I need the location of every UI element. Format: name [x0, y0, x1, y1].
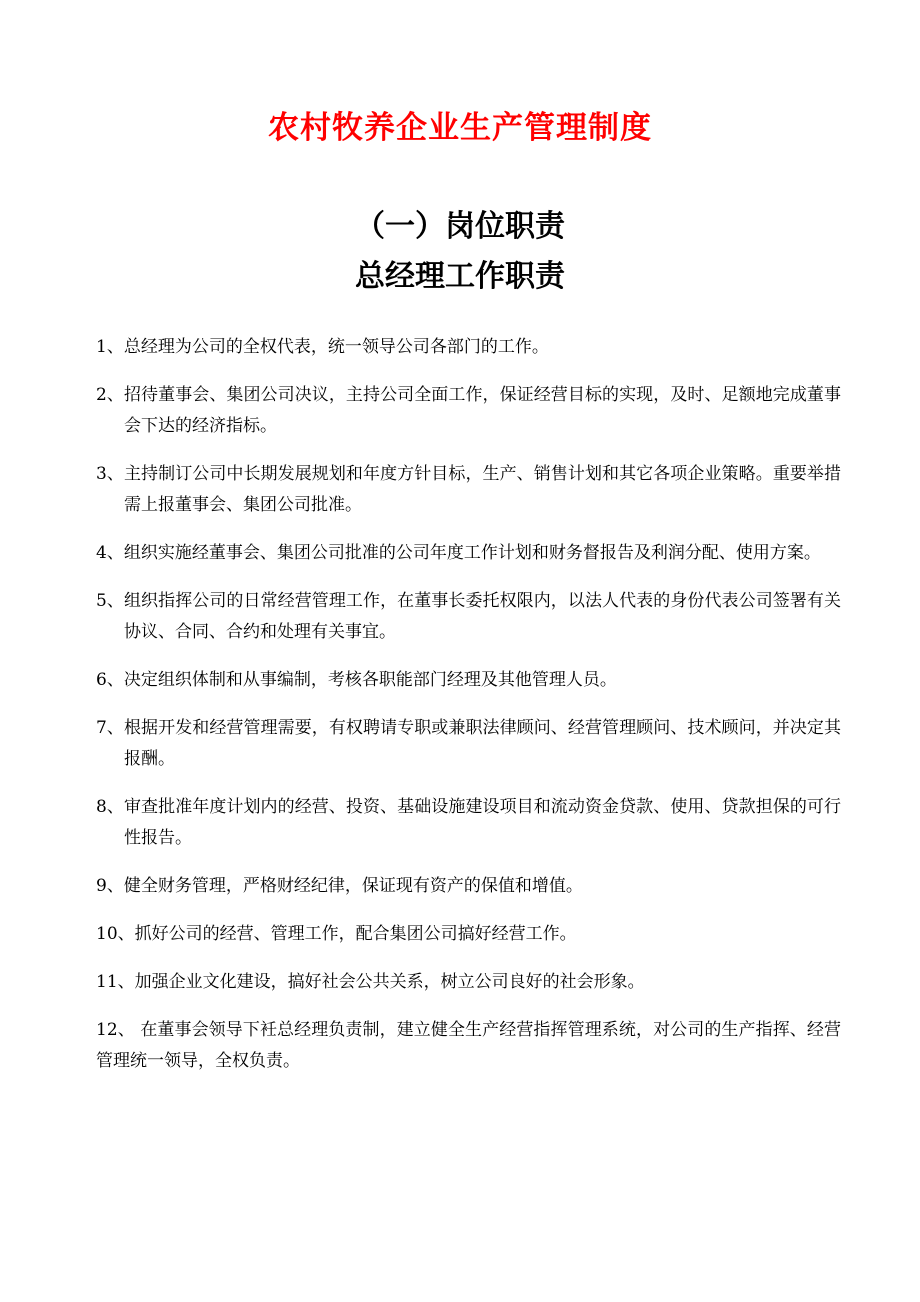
- list-item: [96, 713, 841, 775]
- item-text: 在董事会领导下衽总经理负责制，建立健全生产经营指挥管理系统，对公司的生产指挥、经营管理统一领导，全权负责。: [96, 1020, 841, 1071]
- sub-heading: 总经理工作职责: [355, 259, 565, 294]
- list-item: [96, 538, 841, 569]
- list-item: [96, 871, 841, 902]
- duty-list: [96, 315, 841, 1094]
- item-text: 组织实施经董事会、集团公司批准的公司年度工作计划和财务督报告及利润分配、使用方案。: [123, 543, 821, 563]
- item-number: 7、: [96, 718, 124, 738]
- item-text: 加强企业文化建设，搞好社会公共关系，树立公司良好的社会形象。: [134, 972, 645, 992]
- list-item: [96, 380, 841, 442]
- list-item: [96, 1015, 841, 1077]
- item-text: 组织指挥公司的日常经营管理工作，在董事长委托权限内，以法人代表的身份代表公司签署有关协议、合同、合约和处理有关事宜。: [123, 591, 841, 642]
- item-text: 总经理为公司的全权代表，统一领导公司各部门的工作。: [123, 337, 549, 357]
- item-number: 4、: [96, 543, 124, 563]
- list-item: [96, 459, 841, 521]
- document-title: 农村牧养企业生产管理制度: [268, 110, 652, 146]
- item-text: 根据开发和经营管理需要，有权聘请专职或兼职法律顾问、经营管理顾问、技术顾问，并决定其报酬。: [123, 718, 841, 769]
- list-item: [96, 586, 841, 648]
- item-number: 9、: [96, 876, 124, 896]
- item-text: 健全财务管理，严格财经纪律，保证现有资产的保值和增值。: [123, 876, 583, 896]
- item-number: 12、: [96, 1020, 141, 1040]
- item-text: 抓好公司的经营、管理工作，配合集团公司搞好经营工作。: [134, 924, 577, 944]
- item-text: 招待董事会、集团公司决议，主持公司全面工作，保证经营目标的实现，及时、足额地完成董事会下达的经济指标。: [123, 385, 841, 436]
- item-number: 1、: [96, 337, 124, 357]
- item-number: 5、: [96, 591, 124, 611]
- item-text: 决定组织体制和从事编制，考核各职能部门经理及其他管理人员。: [123, 670, 617, 690]
- list-item: [96, 332, 841, 363]
- list-item: [96, 665, 841, 696]
- item-number: 6、: [96, 670, 124, 690]
- list-item: [96, 967, 841, 998]
- item-number: 3、: [96, 464, 124, 484]
- item-number: 10、: [96, 924, 135, 944]
- item-number: 11、: [96, 972, 135, 992]
- item-number: 8、: [96, 797, 124, 817]
- list-item: [96, 792, 841, 854]
- item-number: 2、: [96, 385, 124, 405]
- item-text: 审查批准年度计划内的经营、投资、基础设施建设项目和流动资金贷款、使用、贷款担保的可行性报告。: [123, 797, 841, 848]
- list-item: [96, 919, 841, 950]
- section-heading: （一）岗位职责: [355, 209, 565, 244]
- item-text: 主持制订公司中长期发展规划和年度方针目标，生产、销售计划和其它各项企业策略。重要举措需上报董事会、集团公司批准。: [123, 464, 841, 515]
